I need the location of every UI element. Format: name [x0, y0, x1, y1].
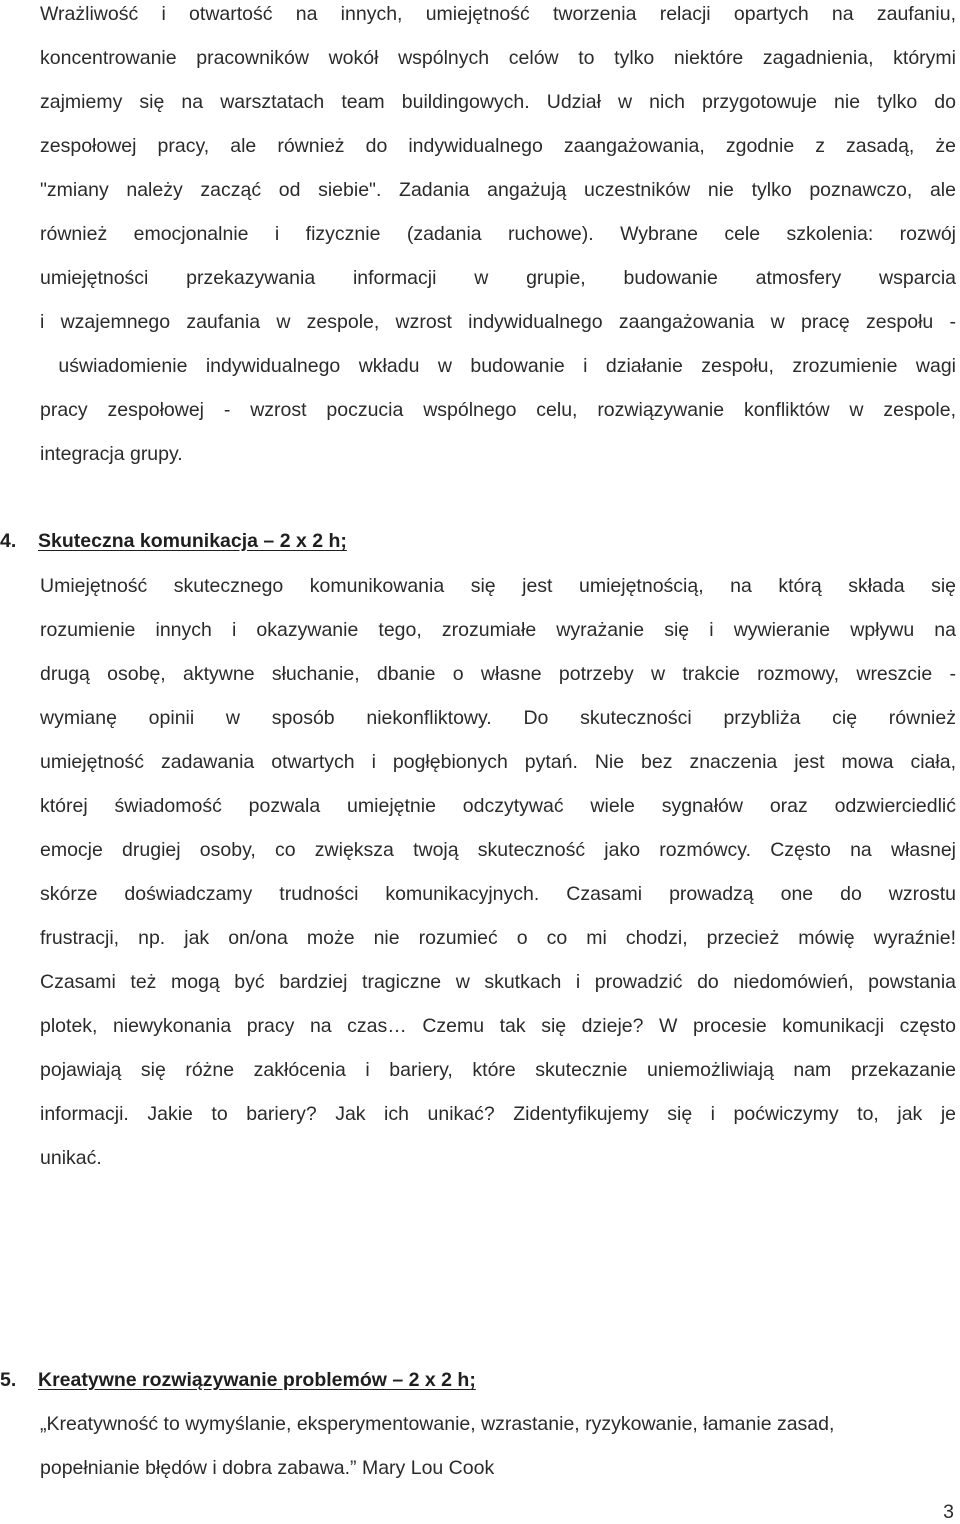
paragraph-line: Czasami też mogą być bardziej tragiczne w skutkach i prowadzić do niedomówień, powstania	[40, 971, 956, 993]
paragraph-line: której świadomość pozwala umiejętnie odczytywać wiele sygnałów oraz odzwierciedlić	[40, 795, 956, 817]
paragraph-line: umiejętność zadawania otwartych i pogłębionych pytań. Nie bez znaczenia jest mowa ciała,	[40, 751, 956, 773]
paragraph-line: zespołowej pracy, ale również do indywidualnego zaangażowania, zgodnie z zasadą, że	[40, 135, 956, 157]
paragraph-line: skórze doświadczamy trudności komunikacyjnych. Czasami prowadzą one do wzrostu	[40, 883, 956, 905]
paragraph-line: Wrażliwość i otwartość na innych, umiejętność tworzenia relacji opartych na zaufaniu,	[40, 3, 956, 25]
paragraph-line: unikać.	[40, 1147, 102, 1169]
paragraph-line: uświadomienie indywidualnego wkładu w budowanie i działanie zespołu, zrozumienie wagi	[40, 355, 956, 377]
section-4-heading	[0, 529, 940, 553]
paragraph-line: informacji. Jakie to bariery? Jak ich unikać? Zidentyfikujemy się i poćwiczymy to, jak je	[40, 1103, 956, 1125]
paragraph-line: zajmiemy się na warsztatach team buildingowych. Udział w nich przygotowuje nie tylko do	[40, 91, 956, 113]
paragraph-line: rozumienie innych i okazywanie tego, zrozumiałe wyrażanie się i wywieranie wpływu na	[40, 619, 956, 641]
section-number: 4.	[0, 530, 17, 552]
paragraph-line: umiejętności przekazywania informacji w grupie, budowanie atmosfery wsparcia	[40, 267, 956, 289]
paragraph-line: pojawiają się różne zakłócenia i bariery, które skutecznie uniemożliwiają nam przekazanie	[40, 1059, 956, 1081]
section-number: 5.	[0, 1369, 17, 1391]
quote-line: popełnianie błędów i dobra zabawa.” Mary Lou Cook	[40, 1457, 495, 1479]
section-title: Skuteczna komunikacja – 2 x 2 h;	[38, 530, 347, 552]
paragraph-line: Umiejętność skutecznego komunikowania się jest umiejętnością, na którą składa się	[40, 575, 956, 597]
paragraph-line: drugą osobę, aktywne słuchanie, dbanie o własne potrzeby w trakcie rozmowy, wreszcie -	[40, 663, 956, 685]
paragraph-line: frustracji, np. jak on/ona może nie rozumieć o co mi chodzi, przecież mówię wyraźnie!	[40, 927, 956, 949]
paragraph-line: i wzajemnego zaufania w zespole, wzrost indywidualnego zaangażowania w pracę zespołu -	[40, 311, 956, 333]
paragraph-line: pracy zespołowej - wzrost poczucia wspólnego celu, rozwiązywanie konfliktów w zespole,	[40, 399, 956, 421]
paragraph-line: wymianę opinii w sposób niekonfliktowy. Do skuteczności przybliża cię również	[40, 707, 956, 729]
paragraph-line: koncentrowanie pracowników wokół wspólnych celów to tylko niektóre zagadnienia, którymi	[40, 47, 956, 69]
section-title: Kreatywne rozwiązywanie problemów – 2 x 2 h;	[38, 1369, 476, 1391]
paragraph-line: integracja grupy.	[40, 443, 183, 465]
page-number: 3	[943, 1501, 954, 1523]
quote-line: „Kreatywność to wymyślanie, eksperymentowanie, wzrastanie, ryzykowanie, łamanie zasad,	[40, 1413, 835, 1435]
paragraph-line: również emocjonalnie i fizycznie (zadania ruchowe). Wybrane cele szkolenia: rozwój	[40, 223, 956, 245]
paragraph-line: plotek, niewykonania pracy na czas… Czemu tak się dzieje? W procesie komunikacji często	[40, 1015, 956, 1037]
paragraph-line: "zmiany należy zacząć od siebie". Zadania angażują uczestników nie tylko poznawczo, ale	[40, 179, 956, 201]
section-5-heading	[0, 1368, 940, 1392]
paragraph-line: emocje drugiej osoby, co zwiększa twoją skuteczność jako rozmówcy. Często na własnej	[40, 839, 956, 861]
